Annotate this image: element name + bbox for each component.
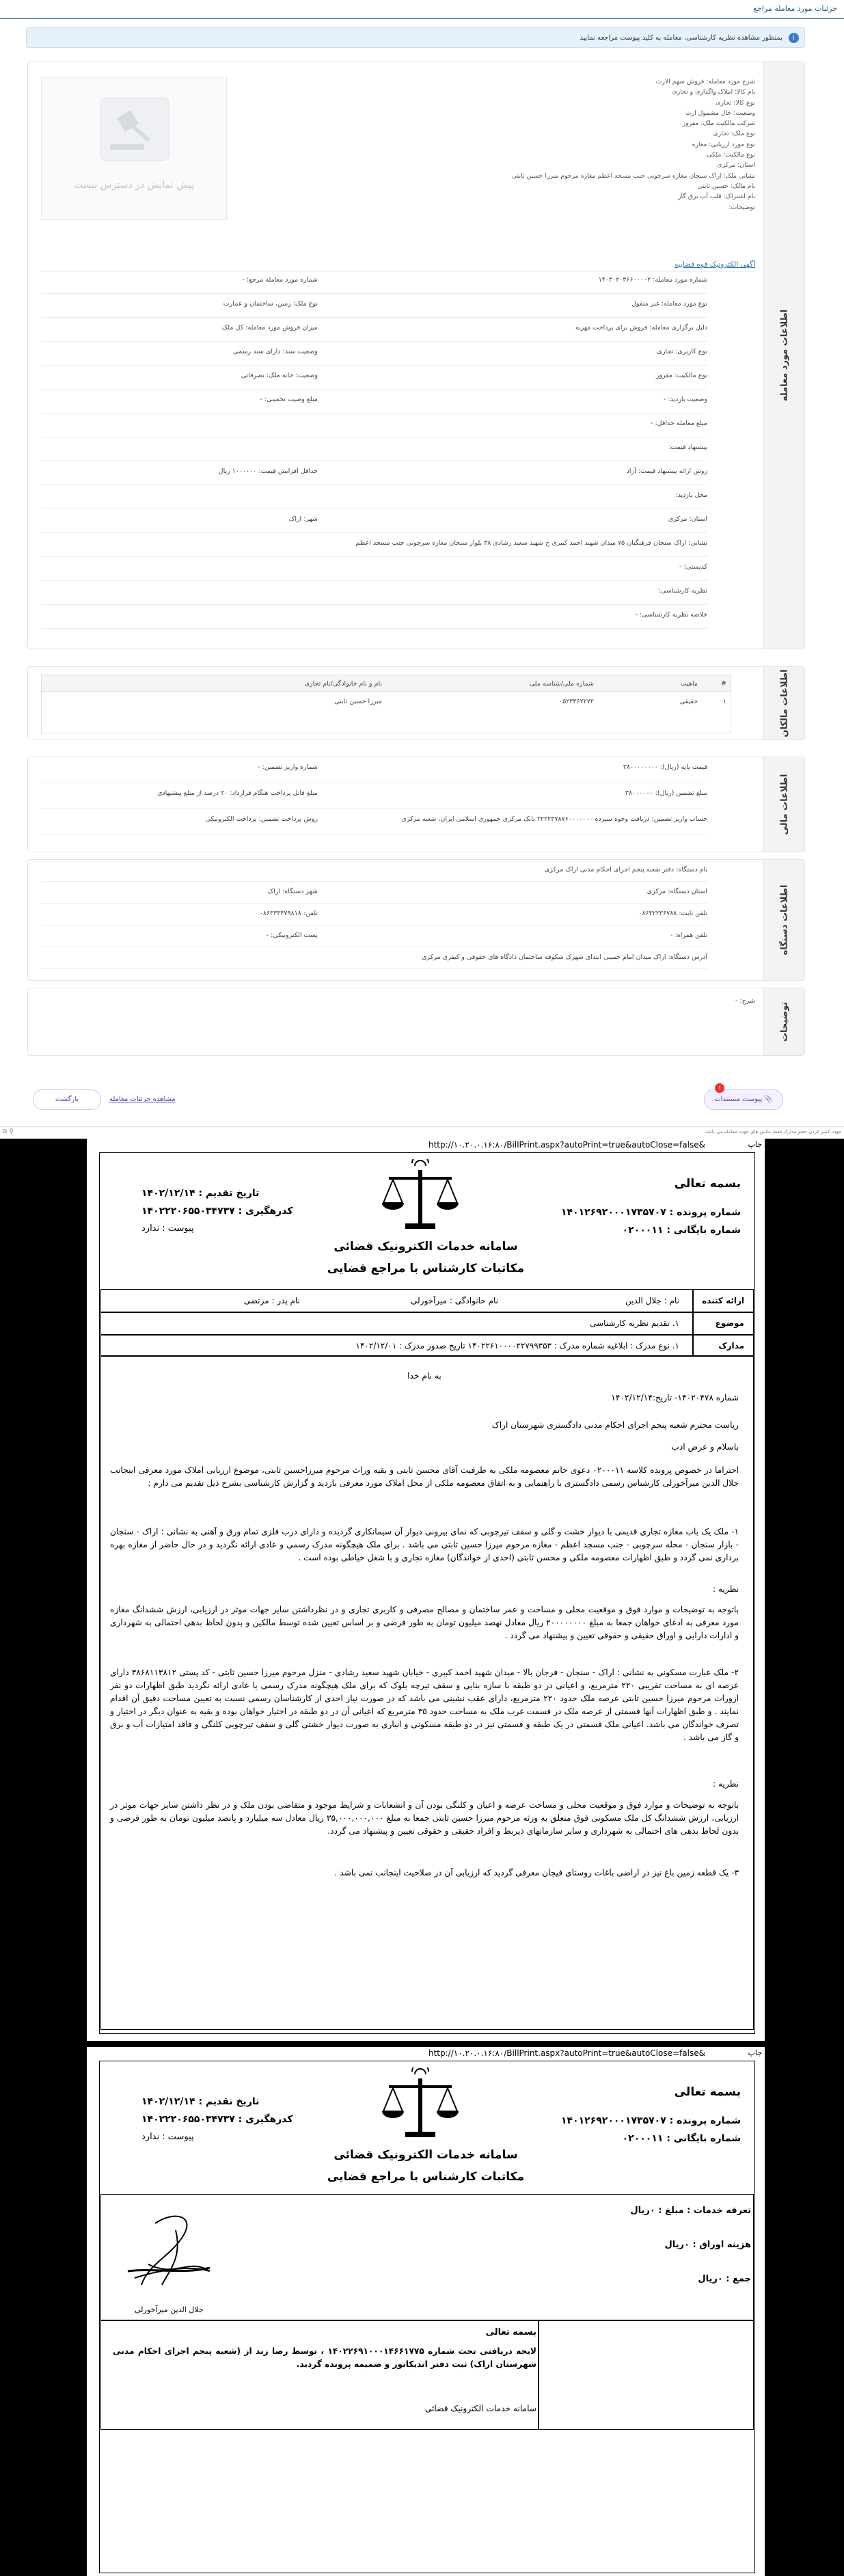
field-right: استان دستگاه: مرکزی <box>646 888 707 895</box>
summary-line: نام مالک: حسین ثابتی <box>697 182 755 190</box>
field-left: حداقل افزایش قیمت: ۱۰۰۰۰۰۰ ریال <box>218 467 318 475</box>
summary-line: نام کالا: املاک واگذاری و تجاری <box>672 88 755 96</box>
doc2-org1: سامانه خدمات الکترونیک قضائی <box>333 2148 518 2162</box>
scan-url-2: http://۱۰.۲۰.۰.۱۶:۸۰/BillPrint.aspx?autoPrint=true&autoClose=false& <box>428 2048 705 2058</box>
print-label-2: جاپ <box>748 2048 762 2057</box>
letter-item-1: ۱- ملک یک باب مغازه تجاری قدیمی با دیوار خشت و گلی و سقف تیرچوبی که نمای بیرونی دیوار آن سیمانکاری گردیده و دارای درب فلزی تمام ورق و آهنی به نشانی : اراک - سنجان - بازار سنجان - محله سرچوبی - جنب مسجد اعظم - مغازه مرحوم میرزا حسین ثابتی می باشد . برای ملک هیچگونه مدرک رسمی و عادی ارائه نگردید و در حال حاضر از مغازه بهره برداری نمی گردد و طبق اظهارات معصومه ملکی و محسن ثابتی (احدی از خواندگان) مغازه تجاری و با شغل خیاطی بوده است . <box>110 1527 739 1562</box>
field-right: شماره مورد معامله: ۱۴۰۳۰۲۰۳۶۶۰۰۰۰۲ <box>598 276 707 284</box>
docs-label: مدارک <box>718 1341 744 1351</box>
scan-page-1 <box>87 1139 765 2041</box>
field-left: پست الکترونیکی: - <box>266 932 318 939</box>
field-right: نظریه کارشناسی: <box>658 587 707 595</box>
scan-page-2 <box>87 2047 765 2576</box>
summary-line: نوع ملک: تجاری <box>713 130 755 138</box>
field-left: شهر: اراک <box>288 515 318 523</box>
field-left: شماره مورد معامله مرجع: - <box>242 276 318 284</box>
submitter-father: نام پدر : مرتضی <box>243 1296 300 1305</box>
doc-org2: مکاتبات کارشناس با مراجع قضایی <box>327 1262 525 1275</box>
section-title-info: اطلاعات مورد معامله <box>763 62 804 649</box>
signature-image <box>107 2203 244 2299</box>
owner-name: میرزا حسین ثابتی <box>334 698 382 705</box>
info-notice <box>26 27 805 48</box>
field-right: خلاصه نظریه کارشناسی: - <box>635 611 707 619</box>
field-right: کدپستی: - <box>679 563 707 571</box>
field-left: میزان فروش مورد معامله: کل ملک <box>221 324 318 331</box>
fields-grid <box>41 276 755 645</box>
col-national-id: شماره ملی/شناسه ملی <box>529 680 594 688</box>
doc-attachment: پیوست : ندارد <box>141 1223 194 1234</box>
owner-type: حقیقی <box>679 698 698 705</box>
fee-label: تعرفه خدمات : مبلغ : ۰ریال <box>630 2206 751 2216</box>
submitter-family: نام خانوادگی : میرآخورلی <box>411 1296 498 1305</box>
letter-greeting: باسلام و عرض ادب <box>671 1442 739 1452</box>
subject-text: ۱. تقدیم نظریه کارشناسی <box>590 1318 679 1328</box>
letter-opinion-1-label: نظریه : <box>712 1584 739 1594</box>
view-details-link[interactable]: مشاهده جزئیات معامله <box>109 1096 176 1103</box>
doc-case-no: شماره پرونده : ۱۴۰۱۲۶۹۲۰۰۰۱۷۳۵۷۰۷ <box>560 1207 741 1218</box>
field-right: محل بازدید: <box>675 491 707 499</box>
field-right: پیشنهاد قیمت: <box>668 444 707 451</box>
field-right: نوع مالکیت: مفروز <box>655 372 707 379</box>
doc2-case-no: شماره پرونده : ۱۴۰۱۲۶۹۲۰۰۰۱۷۳۵۷۰۷ <box>560 2115 741 2126</box>
footer-org: سامانه خدمات الکترونیک قضائی <box>424 2404 536 2413</box>
image-unavailable-text: پیش نمایش در دسترس نیست <box>73 180 195 191</box>
letter-opinion-2: باتوجه به توضیحات و موارد فوق و موقعیت محلی و مساحت عرصه و اعیان و کلنگی بودن آن و انشعابات و شرایط موجود و متقاضی بودن ملک و در نظر داشتن سایر جهات موثر در ارزیابی، ارزش ششدانگ کل ملک مسکونی فوق متعلق به ورثه مرحوم میرزا حسین ثابتی جمعا به مبلغ ۳۵,۰۰۰,۰۰۰,۰۰۰ ریال معادل سه میلیارد و پانصد میلیون تومان به طور فرضی و بدون لحاظ بدهی های احتمالی به شهرداری و سایر سازمانهای ذیربط و افراد حقیقی و حقوقی تعیین و پیشنهاد می گردد. <box>110 1800 739 1836</box>
attach-docs-button[interactable]: 📎 پیوست مستندات <box>704 1089 783 1110</box>
field-right: مبلغ تضمین (ریال): ۳۸۰۰۰۰۰۰ <box>625 789 707 797</box>
back-button[interactable]: بازگشت <box>33 1089 101 1110</box>
summary-line: وضعیت: حال مشمول ارث <box>685 109 755 117</box>
doc-basmala: بسمه تعالی <box>674 1177 741 1191</box>
paperclip-icon: 📎 <box>764 1096 773 1103</box>
summary-line: توضیحات: <box>729 203 755 211</box>
page-number: ۲/۱ <box>96 2033 107 2042</box>
submitter-name: نام : جلال الدین <box>625 1296 679 1305</box>
field-right: دلیل برگزاری معامله: فروش برای پرداخت مهریه <box>575 324 707 331</box>
field-right: تلفن ثابت: ۰۸۶۳۲۲۳۶۷۸۸ <box>638 910 707 917</box>
financial-fields <box>41 763 755 845</box>
docs-text: ۱. نوع مدرک : ابلاغیه شماره مدرک : ۱۴۰۲۲۶۱۰۰۰۰۲۲۷۹۹۳۵۳ تاریخ صدور مدرک : ۱۴۰۲/۱۲/۰۱ <box>355 1341 679 1351</box>
page-title: جزئیات مورد معامله مراجع <box>753 4 837 13</box>
submitter-label: ارائه کننده <box>702 1296 744 1305</box>
doc2-date: تاریخ تقدیم : ۱۴۰۲/۱۲/۱۴ <box>141 2096 260 2107</box>
total-fee: جمع : ۰ریال <box>698 2274 751 2284</box>
summary-line: نوع مورد ارزیابی: مغازه <box>692 140 755 148</box>
notice-text: بمنظور مشاهده نظریه کارشناسی، معامله به کلید پیوست مراجعه نمایید <box>580 34 782 42</box>
field-left: شهر دستگاه: اراک <box>267 888 318 895</box>
field-right: نام دستگاه: دفتر شعبه پنجم اجرای احکام مدنی اراک مرکزی <box>544 866 707 873</box>
doc2-archive: شماره بایگانی : ۰۲۰۰۰۱۱ <box>622 2133 741 2144</box>
summary-line: نشانی ملک: اراک سنجان مغازه سرچوبی جنب مسجد اعظم مغازه مرحوم میرزا حسین ثابتی <box>511 172 755 180</box>
letter-number: شماره ۱۴۰۲۰۴۷۸- تاریخ:۱۴۰۲/۱۲/۱۴ <box>611 1393 739 1402</box>
letter-item-2: ۲- ملک عبارت مسکونی به نشانی : اراک - سنجان - فرجان بالا - میدان شهید احمد کبیری - خیابان شهید سعید رشادی - منزل مرحوم میرزا حسین ثابتی - کد پستی ۳۸۶۸۱۱۳۸۱۲ دارای عرصه ای به مساحت تقریبی ۲۲۰ مترمربع، و اعیانی در دو طبقه با سازه بنایی و سقف تیرچه بلوک که برای ملک هیچگونه مدرک رسمی یا عادی ارائه نگردید طبق اظهارات دو نفر ازوراث مرحوم میرزا حسین ثابتی عرصه ملک حدود ۲۲۰ مترمربع، دارای عقب نشینی می باشد که در صورت نیاز احدی از کارشناسان رسمی نسبت به تعیین مساحت دقیق آن اقدام نمایند . و طبق اظهارات آنها قسمتی از عرصه ملک در قسمت غرب ملک به مساحت حدود ۳۵ مترمربع که اعیانی آن در دو طبقه در اختیار خواهان بوده و بقیه به عنوان دیگر در اختیار و تصرف خواندگان می باشد. اعیانی ملک قسمتی در یک طبقه و قسمتی نیز در دو طبقه مسکونی و انباری به صورت دیوار خشتی گلی و سقف تیرچوبی کلنگی و فاقد امتیازات آب و برق و گاز می باشد . <box>110 1668 739 1742</box>
summary-line: شرکت مالکیت ملک: مفروز <box>682 120 755 128</box>
field-right: تلفن همراه: - <box>670 932 707 939</box>
footer-text: لایحه دریافتی تحت شماره ۱۴۰۲۲۶۹۱۰۰۰۱۴۶۶۱۷۷۵ ، توسط رضا زند از (شعبه پنجم اجرای احکام مدنی شهرستان اراک) ثبت دفتر اندیکاتور و ضمیمه پرونده گردید. <box>113 2346 537 2369</box>
papers-fee: هزینه اوراق : ۰ریال <box>664 2240 751 2250</box>
section-notes <box>27 988 805 1056</box>
summary-line: شرح مورد معامله: فروش سهم الارث <box>655 78 755 85</box>
col-type: ماهیت <box>680 680 698 688</box>
doc2-tracking: کدرهگیری : ۱۴۰۲۲۲۰۶۵۵۰۳۴۷۳۷ <box>141 2114 293 2125</box>
field-left: مبلغ قابل پرداخت هنگام قرارداد: ۲۰ درصد از مبلغ پیشنهادی <box>156 789 318 797</box>
section-title-notes: توضیحات <box>763 988 804 1055</box>
summary-line: استان: مرکزی <box>717 161 755 170</box>
doc-archive: شماره بایگانی : ۰۲۰۰۰۱۱ <box>622 1225 741 1236</box>
owner-index: ۱ <box>722 698 726 705</box>
printed-at: ۱۴۰۲/۱۲/۲۴ ۱۰:۸۸ <box>670 2033 729 2042</box>
summary-list <box>372 77 755 213</box>
field-left: تلفن: ۰۸۶۳۳۳۴۷۹۸۱۸ <box>259 910 318 917</box>
page-header <box>0 0 844 19</box>
field-right: استان: مرکزی <box>668 515 707 523</box>
letter-opinion-2-label: نظریه : <box>712 1779 739 1789</box>
summary-line: نوع کالا: تجاری <box>716 98 755 107</box>
signer-name: جلال الدین میرآخورلی <box>135 2305 204 2314</box>
field-left: وضعیت: خانه ملک: تصرفاتی <box>241 372 318 379</box>
scales-of-justice-icon <box>379 1159 461 1234</box>
doc-date: تاریخ تقدیم : ۱۴۰۲/۱۲/۱۴ <box>141 1188 260 1199</box>
field-right: حساب واریز تضمین: دریافت وجوه سپرده ۲۲۲۲۳۷۸۷۶۰۰۰۰۰۰۰ بانک مرکزی جمهوری اسلامی ایران، شعبه مرکزی <box>401 815 707 823</box>
letter-addressee: ریاست محترم شعبه پنجم اجرای احکام مدنی دادگستری شهرستان اراک <box>491 1420 739 1430</box>
summary-line: نوع مالکیت: ملکی <box>707 151 755 159</box>
scales-of-justice-icon-2 <box>379 2067 461 2143</box>
field-right: مبلغ معامله حداقل: - <box>651 420 707 427</box>
print-label: جاپ <box>748 1140 762 1149</box>
letter-item-3: ۳- یک قطعه زمین باغ نیز در اراضی باغات روستای فیجان معرفی گردید که ارزیابی آن در صلاحیت اینجانب نمی باشد . <box>334 1868 739 1877</box>
col-name: نام و نام خانوادگی/نام تجاری <box>304 680 382 688</box>
section-title-owners: اطلاعات مالکان <box>763 667 804 740</box>
letter-intro: احتراما در خصوص پرونده کلاسه ۰۲۰۰۰۱۱ دعوی خانم معصومه ملکی به طرفیت آقای محسن ثابتی و بقیه وراث مرحوم میرزاحسین ثابتی، موضوع ارزیابی املاک مورد معرفی اینجانب جلال الدین میرآخورلی کارشناس رسمی دادگستری با راهنمایی و به اتفاق معصومه ملکی از محل املاک مورد معرفی بازدید و گزارش کارشناسی بشرح ذیل تقدیم می دارم : <box>110 1465 739 1488</box>
doc-org1: سامانه خدمات الکترونیک قضائی <box>333 1240 518 1253</box>
subject-label: موضوع <box>715 1318 744 1328</box>
letter-opinion-1: باتوجه به توضیحات و موارد فوق و موقعیت محلی و مساحت و عمر ساختمان و مصالح مصرفی و کاربری تجاری و در نظرداشتن سایر جهات موثر در ارزیابی، ارزش ششدانگ مغازه مورد معرفی به ادعای خواهان جمعا به مبلغ ۲۰۰۰۰۰۰۰۰ ریال معادل نهصد میلیون تومان به طور فرضی و بر اساس تعیین شده توسط مالکین و بدون لحاظ بدهی احتمالی به شهرداری و ادارات دارایی و اوراق حقیقی و حقوقی تعیین و پیشنهاد می گردد . <box>110 1605 739 1640</box>
field-right: نوع کاربری: تجاری <box>657 348 707 355</box>
col-index: # <box>721 680 726 688</box>
summary-line: نام اشتراک: قلب آب برق گاز <box>678 193 755 201</box>
section-title-organization: اطلاعات دستگاه <box>763 860 804 980</box>
doc-tracking: کدرهگیری : ۱۴۰۲۲۲۰۶۵۵۰۳۴۷۳۷ <box>141 1206 293 1217</box>
field-right: وضعیت بازدید: - <box>663 396 707 403</box>
section-title-financial: اطلاعات مالی <box>763 757 804 852</box>
tiny-notice: جهت کمتر کردن حجم مدارک فقط عکس های جهت معامله می باشد <box>705 1129 841 1135</box>
field-left: وضعیت سند: دارای سند رسمی <box>233 348 318 355</box>
doc2-basmala: بسمه تعالی <box>674 2085 741 2099</box>
bottom-strip <box>0 1126 844 1139</box>
doc2-attachment: پیوست : ندارد <box>141 2132 194 2142</box>
footer-basmala: بسمه تعالی <box>485 2327 536 2337</box>
field-left: نوع ملک: زمین، ساختمان و عمارت <box>223 300 318 308</box>
clipboard-icon: ⧉ ⚲ <box>3 1128 14 1135</box>
owner-national-id: ۰۵۲۳۳۶۲۲۷۲ <box>558 698 594 705</box>
field-left: روش پرداخت تضمین: پرداخت الکترونیکی <box>205 815 318 823</box>
notes-text: شرح: - <box>735 997 755 1005</box>
organization-fields <box>41 866 755 975</box>
electronic-ad-link[interactable]: آگهی الکترونیک قوه قضاییه <box>675 260 755 269</box>
image-placeholder <box>41 77 227 220</box>
gavel-icon <box>42 77 228 221</box>
field-left: مبلغ وصیت تخمینی: - <box>260 396 318 403</box>
attach-count-badge: ۱ <box>715 1083 724 1093</box>
field-right: روش ارائه پیشنهاد قیمت: آزاد <box>626 467 707 475</box>
info-icon: i <box>789 33 799 43</box>
doc2-org2: مکاتبات کارشناس با مراجع قضایی <box>327 2170 525 2184</box>
scan-url: http://۱۰.۲۰.۰.۱۶:۸۰/BillPrint.aspx?autoPrint=true&autoClose=false& <box>428 1140 705 1150</box>
owners-table-header <box>42 675 731 692</box>
owners-table <box>41 675 731 733</box>
field-right: قیمت پایه (ریال): ۳۸۰۰۰۰۰۰۰۰ <box>623 763 707 771</box>
field-right: نوع مورد معامله: غیر منقول <box>631 300 707 308</box>
letter-heading: به نام خدا <box>407 1371 441 1381</box>
field-right: آدرس دستگاه: اراک میدان امام خمینی ابتدای شهرک شکوفه ساختمان دادگاه های حقوقی و کیفری مرکزی <box>421 953 707 961</box>
field-left: شماره واریز تضمین: - <box>258 763 318 771</box>
field-right: نشانی: اراک سنجان فرهنگیان ۷۵ میدان شهید احمد کبیری خ شهید سعید رشادی ۳۸ بلوار سنجان مغازه سرچوبی جنب مسجد اعظم <box>355 539 707 547</box>
